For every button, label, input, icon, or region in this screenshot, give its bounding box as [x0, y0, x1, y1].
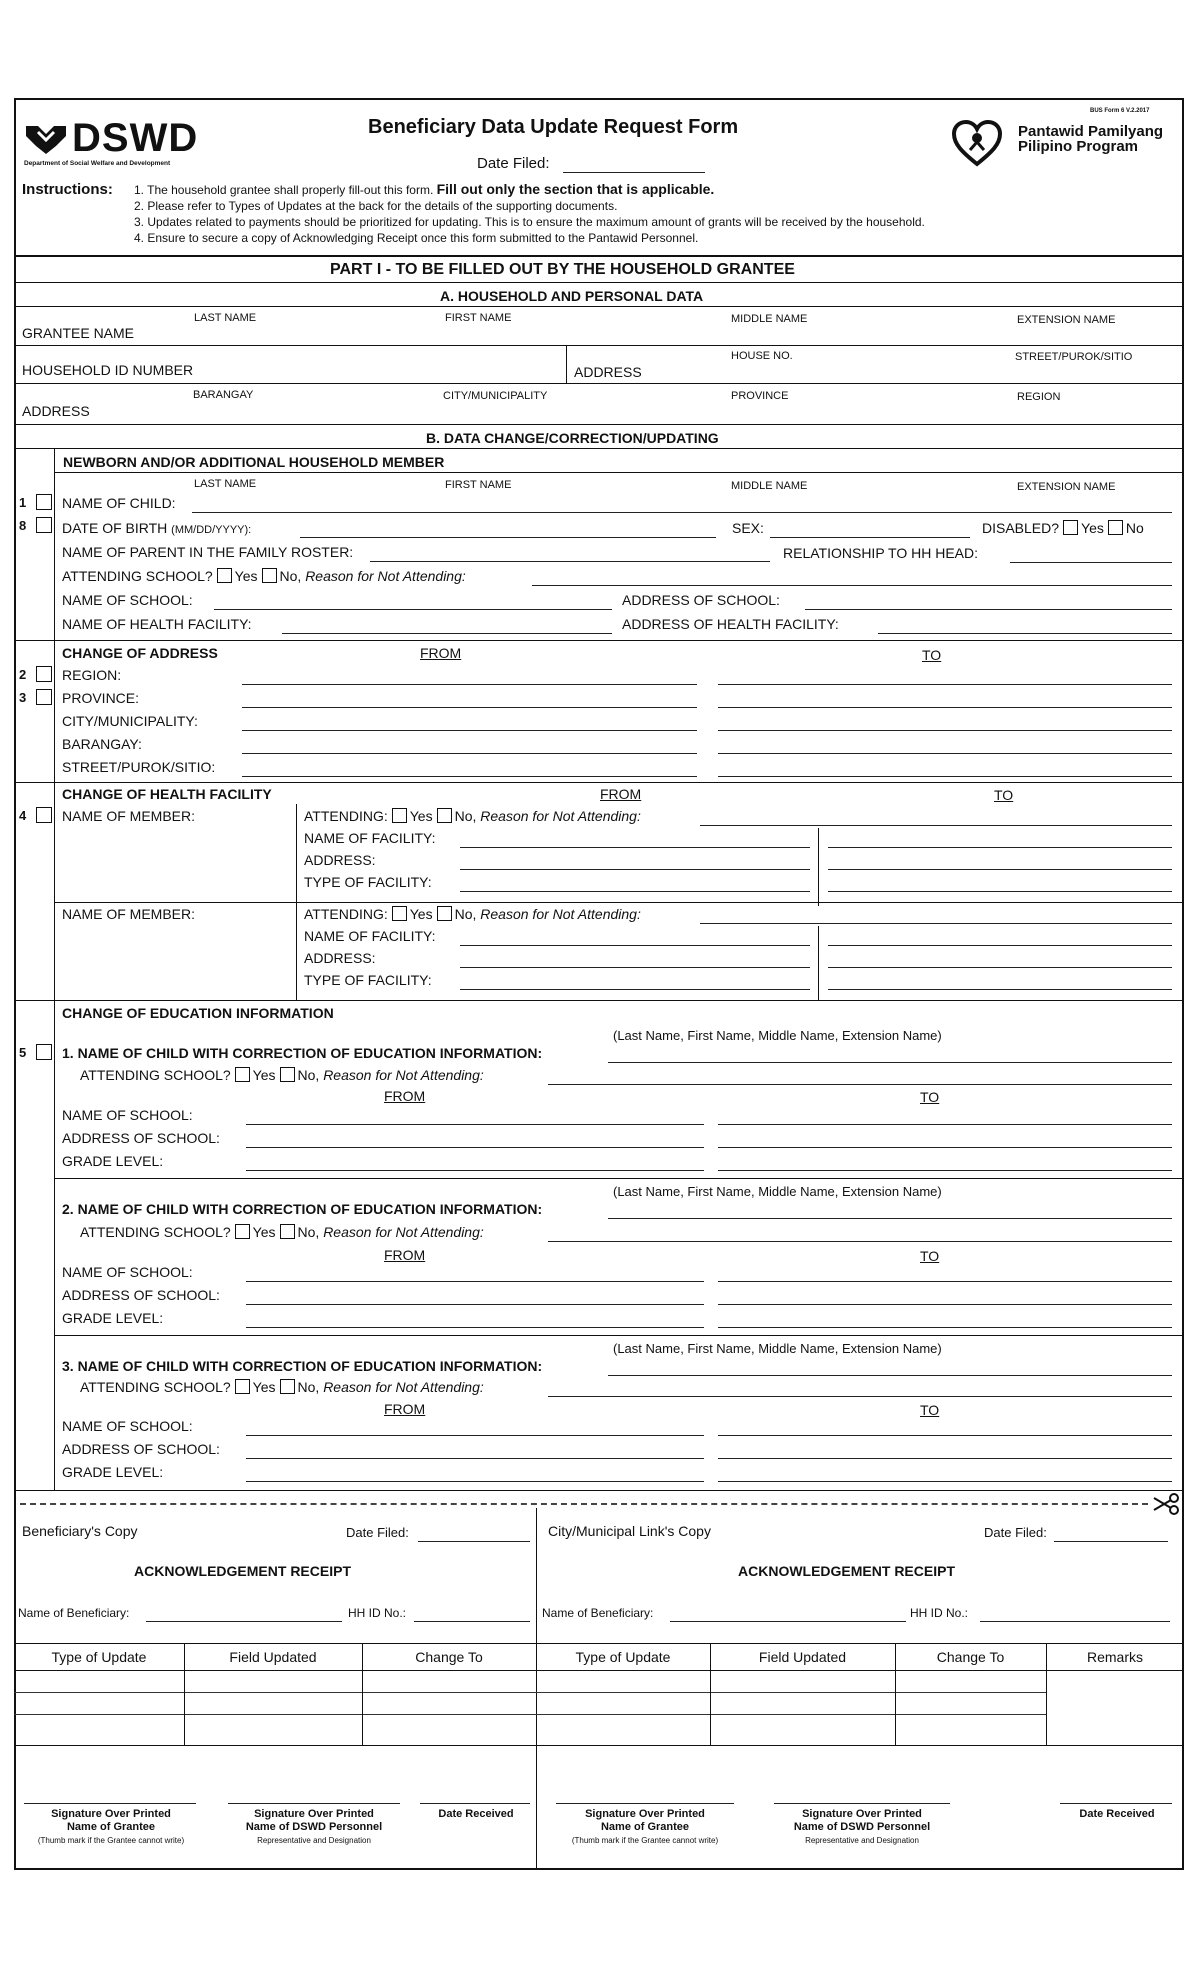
address-school-label: ADDRESS OF SCHOOL:	[622, 592, 780, 608]
child1-address-from[interactable]	[246, 1147, 704, 1148]
program-name-line1: Pantawid Pamilyang	[1018, 123, 1164, 140]
nb-first-name: FIRST NAME	[445, 479, 512, 491]
member1-label: NAME OF MEMBER:	[62, 808, 196, 824]
street-from-line[interactable]	[242, 776, 697, 777]
address-label-1[interactable]: ADDRESS	[574, 364, 642, 380]
child2-reason-label: Reason for Not Attending:	[323, 1224, 484, 1240]
left-sig-personnel	[214, 1808, 414, 1847]
logo-text: DSWD	[72, 116, 199, 160]
right-date-received: Date Received	[1079, 1808, 1155, 1820]
attending-no-label: No,	[279, 568, 306, 584]
region-from-line[interactable]	[242, 684, 697, 685]
divider	[14, 640, 1184, 641]
member1-address-to[interactable]	[828, 869, 1172, 870]
divider	[14, 1745, 1184, 1746]
child3-grade-to[interactable]	[718, 1481, 1172, 1482]
left-date-line[interactable]	[418, 1541, 530, 1542]
right-copy-label: City/Municipal Link's Copy	[548, 1523, 711, 1539]
child1-attending-group	[80, 1067, 484, 1083]
program-name-line2: Pilipino Program	[1018, 138, 1139, 155]
child3-address-label: ADDRESS OF SCHOOL:	[62, 1441, 220, 1457]
member1-attending-label: ATTENDING:	[304, 808, 388, 824]
name-school-line[interactable]	[214, 609, 612, 610]
province-field-label: PROVINCE:	[62, 690, 140, 706]
left-sig-grantee	[14, 1808, 208, 1847]
child3-reason-label: Reason for Not Attending:	[323, 1379, 484, 1395]
member1-type-from[interactable]	[460, 891, 810, 892]
member1-attending-group	[304, 808, 641, 824]
child1-yes-label: Yes	[252, 1067, 276, 1083]
attending-yes-checkbox[interactable]	[217, 568, 232, 583]
child2-school-from[interactable]	[246, 1281, 704, 1282]
barangay-field-label: BARANGAY:	[62, 736, 142, 752]
child2-address-label: ADDRESS OF SCHOOL:	[62, 1287, 220, 1303]
member2-type-from[interactable]	[460, 989, 810, 990]
divider	[14, 424, 1184, 425]
divider	[14, 1490, 1184, 1491]
right-date-received-line[interactable]	[1060, 1803, 1172, 1804]
divider	[14, 782, 1184, 783]
member1-address-label: ADDRESS:	[304, 852, 376, 868]
num-8: 8	[19, 518, 27, 533]
member1-facility-from[interactable]	[460, 847, 810, 848]
reason-label: Reason for Not Attending:	[305, 568, 466, 584]
street-field-label: STREET/PUROK/SITIO:	[62, 759, 216, 775]
child1-address-label: ADDRESS OF SCHOOL:	[62, 1130, 220, 1146]
form-title: Beneficiary Data Update Request Form	[368, 116, 739, 138]
child3-yes-label: Yes	[252, 1379, 276, 1395]
right-receipt-title: ACKNOWLEDGEMENT RECEIPT	[738, 1563, 955, 1579]
instruction-1-text: 1. The household grantee shall properly fill-out this form.	[134, 183, 437, 197]
member1-yes-checkbox[interactable]	[392, 808, 407, 823]
member2-attending-label: ATTENDING:	[304, 906, 388, 922]
member2-type-to[interactable]	[828, 989, 1172, 990]
left-receipt-title: ACKNOWLEDGEMENT RECEIPT	[134, 1563, 351, 1579]
relationship-label: RELATIONSHIP TO HH HEAD:	[783, 545, 979, 561]
address-change-title: CHANGE OF ADDRESS	[62, 645, 218, 661]
child2-address-to[interactable]	[718, 1304, 1172, 1305]
member1-reason-line[interactable]	[700, 825, 1172, 826]
right-sig-personnel-line[interactable]	[774, 1803, 950, 1804]
sex-line[interactable]	[770, 537, 970, 538]
divider	[14, 383, 1184, 384]
num-5: 5	[19, 1045, 27, 1060]
member2-label: NAME OF MEMBER:	[62, 906, 196, 922]
child1-reason-line[interactable]	[548, 1084, 1172, 1085]
child2-attending-label: ATTENDING SCHOOL?	[80, 1224, 231, 1240]
instructions-label: Instructions:	[22, 181, 113, 198]
child2-grade-from[interactable]	[246, 1327, 704, 1328]
member2-address-to[interactable]	[828, 967, 1172, 968]
child2-school-to[interactable]	[718, 1281, 1172, 1282]
table-row-line	[14, 1692, 1046, 1693]
member1-type-to[interactable]	[828, 891, 1172, 892]
city-field-label: CITY/MUNICIPALITY:	[62, 713, 198, 729]
right-sig-grantee-l1: Signature Over Printed	[585, 1808, 705, 1820]
right-col-type: Type of Update	[575, 1649, 671, 1665]
child2-address-from[interactable]	[246, 1304, 704, 1305]
member2-no-label: No,	[454, 906, 481, 922]
member2-yes-label: Yes	[409, 906, 433, 922]
street-to-line[interactable]	[718, 776, 1172, 777]
child1-hint: (Last Name, First Name, Middle Name, Extension Name)	[613, 1028, 942, 1043]
left-sig-personnel-l3: Representative and Designation	[257, 1836, 371, 1845]
reason-line[interactable]	[532, 585, 1172, 586]
form-code: BUS Form 6 V.2.2017	[1090, 108, 1150, 114]
barangay-to-line[interactable]	[718, 753, 1172, 754]
city-from-line[interactable]	[242, 730, 697, 731]
member2-attending-group	[304, 906, 641, 922]
newborn-checkbox-1[interactable]	[36, 494, 52, 510]
member2-facility-to[interactable]	[828, 945, 1172, 946]
left-sig-personnel-line[interactable]	[228, 1803, 400, 1804]
child2-label: 2. NAME OF CHILD WITH CORRECTION OF EDUCATION INFORMATION:	[62, 1201, 543, 1217]
part1-title: PART I - TO BE FILLED OUT BY THE HOUSEHOLD GRANTEE	[330, 261, 795, 278]
section-a-title: A. HOUSEHOLD AND PERSONAL DATA	[440, 288, 704, 304]
left-beneficiary-label: Name of Beneficiary:	[18, 1606, 130, 1620]
name-school-label: NAME OF SCHOOL:	[62, 592, 193, 608]
left-col-field: Field Updated	[229, 1649, 317, 1665]
region-to-line[interactable]	[718, 684, 1172, 685]
left-copy-label: Beneficiary's Copy	[22, 1523, 138, 1539]
region-field-label: REGION:	[62, 667, 122, 683]
divider	[54, 448, 55, 1490]
newborn-title: NEWBORN AND/OR ADDITIONAL HOUSEHOLD MEMBER	[63, 454, 445, 470]
child2-grade-label: GRADE LEVEL:	[62, 1310, 164, 1326]
instruction-3: 3. Updates related to payments should be prioritized for updating. This is to ensure the maximum amount of grants will be received by the household.	[134, 215, 925, 229]
member1-type-label: TYPE OF FACILITY:	[304, 874, 432, 890]
last-name-label: LAST NAME	[194, 312, 257, 324]
member1-facility-to[interactable]	[828, 847, 1172, 848]
child2-reason-line[interactable]	[548, 1241, 1172, 1242]
right-beneficiary-line[interactable]	[670, 1621, 906, 1622]
member2-address-from[interactable]	[460, 967, 810, 968]
child2-grade-to[interactable]	[718, 1327, 1172, 1328]
province-to-line[interactable]	[718, 707, 1172, 708]
member1-no-label: No,	[454, 808, 481, 824]
child2-from: FROM	[384, 1247, 426, 1263]
member1-reason-label: Reason for Not Attending:	[480, 808, 641, 824]
education-checkbox-5[interactable]	[36, 1044, 52, 1060]
address-to: TO	[922, 647, 942, 663]
right-sig-personnel	[762, 1808, 962, 1847]
left-col-change: Change To	[415, 1649, 483, 1665]
education-title: CHANGE OF EDUCATION INFORMATION	[62, 1005, 334, 1021]
city-label: CITY/MUNICIPALITY	[443, 390, 548, 402]
child1-attending-label: ATTENDING SCHOOL?	[80, 1067, 231, 1083]
child3-from: FROM	[384, 1401, 426, 1417]
relationship-line[interactable]	[1010, 562, 1172, 563]
child2-to: TO	[920, 1248, 940, 1264]
child1-school-label: NAME OF SCHOOL:	[62, 1107, 193, 1123]
disabled-no-label: No	[1125, 520, 1144, 536]
member2-facility-from[interactable]	[460, 945, 810, 946]
attending-group	[62, 568, 466, 584]
child3-address-from[interactable]	[246, 1458, 704, 1459]
disabled-group	[982, 520, 1144, 536]
divider	[14, 1000, 1184, 1001]
divider	[14, 448, 1184, 449]
right-sig-personnel-l1: Signature Over Printed	[802, 1808, 922, 1820]
instruction-4: 4. Ensure to secure a copy of Acknowledging Receipt once this form submitted to the Pantawid Personnel.	[134, 231, 699, 245]
household-id-label[interactable]: HOUSEHOLD ID NUMBER	[22, 362, 194, 378]
cut-line	[20, 1503, 1148, 1505]
num-1: 1	[19, 495, 27, 510]
child2-name-line[interactable]	[608, 1218, 1172, 1219]
name-health-line[interactable]	[282, 633, 612, 634]
child2-no-checkbox[interactable]	[280, 1224, 295, 1239]
right-sig-personnel-l2: Name of DSWD Personnel	[793, 1821, 931, 1833]
member1-facility-label: NAME OF FACILITY:	[304, 830, 436, 846]
member2-reason-label: Reason for Not Attending:	[480, 906, 641, 922]
left-date-filed: Date Filed:	[346, 1525, 409, 1540]
child3-yes-checkbox[interactable]	[235, 1379, 250, 1394]
extension-name-label: EXTENSION NAME	[1017, 314, 1116, 326]
num-2: 2	[19, 667, 27, 682]
dob-text: DATE OF BIRTH	[62, 520, 168, 536]
first-name-label: FIRST NAME	[445, 312, 512, 324]
disabled-no-checkbox[interactable]	[1108, 520, 1123, 535]
address-health-line[interactable]	[878, 633, 1172, 634]
left-sig-personnel-l2: Name of DSWD Personnel	[245, 1821, 383, 1833]
address-from: FROM	[420, 645, 462, 661]
child1-from: FROM	[384, 1088, 426, 1104]
child3-reason-line[interactable]	[548, 1396, 1172, 1397]
child1-no-label: No,	[297, 1067, 324, 1083]
child1-grade-label: GRADE LEVEL:	[62, 1153, 164, 1169]
right-sig-grantee-l3: (Thumb mark if the Grantee cannot write)	[571, 1836, 719, 1845]
province-label: PROVINCE	[731, 390, 789, 402]
child1-reason-label: Reason for Not Attending:	[323, 1067, 484, 1083]
disabled-yes-checkbox[interactable]	[1063, 520, 1078, 535]
divider	[14, 255, 1184, 257]
parent-line[interactable]	[370, 561, 770, 562]
left-hhid-label: HH ID No.:	[348, 1606, 407, 1620]
child3-address-to[interactable]	[718, 1458, 1172, 1459]
child2-yes-checkbox[interactable]	[235, 1224, 250, 1239]
child3-attending-group	[80, 1379, 484, 1395]
parent-label: NAME OF PARENT IN THE FAMILY ROSTER:	[62, 544, 354, 560]
divider	[14, 1643, 1184, 1644]
divider	[818, 828, 819, 906]
barangay-label: BARANGAY	[193, 389, 254, 401]
health-from: FROM	[600, 786, 642, 802]
right-col-remarks: Remarks	[1086, 1649, 1143, 1665]
member1-yes-label: Yes	[409, 808, 433, 824]
left-col-type: Type of Update	[51, 1649, 147, 1665]
divider	[54, 902, 1184, 903]
child3-school-label: NAME OF SCHOOL:	[62, 1418, 193, 1434]
member1-no-checkbox[interactable]	[437, 808, 452, 823]
child3-grade-label: GRADE LEVEL:	[62, 1464, 164, 1480]
disabled-yes-label: Yes	[1081, 520, 1104, 536]
right-hhid-line[interactable]	[980, 1621, 1170, 1622]
attending-yes-label: Yes	[234, 568, 258, 584]
nb-middle-name: MIDDLE NAME	[731, 480, 808, 492]
child1-no-checkbox[interactable]	[280, 1067, 295, 1082]
child3-no-checkbox[interactable]	[280, 1379, 295, 1394]
scissors-icon	[1152, 1492, 1180, 1516]
child3-to: TO	[920, 1402, 940, 1418]
child2-school-label: NAME OF SCHOOL:	[62, 1264, 193, 1280]
health-to: TO	[994, 787, 1014, 803]
child2-no-label: No,	[297, 1224, 324, 1240]
child3-attending-label: ATTENDING SCHOOL?	[80, 1379, 231, 1395]
child1-yes-checkbox[interactable]	[235, 1067, 250, 1082]
left-date-received-line[interactable]	[420, 1803, 530, 1804]
attending-no-checkbox[interactable]	[262, 568, 277, 583]
num-4: 4	[19, 808, 27, 823]
barangay-from-line[interactable]	[242, 753, 697, 754]
dob-line[interactable]	[300, 537, 716, 538]
address-health-label: ADDRESS OF HEALTH FACILITY:	[622, 616, 839, 632]
child3-label: 3. NAME OF CHILD WITH CORRECTION OF EDUCATION INFORMATION:	[62, 1358, 543, 1374]
divider	[818, 926, 819, 1000]
child1-school-to[interactable]	[718, 1124, 1172, 1125]
member2-address-label: ADDRESS:	[304, 950, 376, 966]
name-health-label: NAME OF HEALTH FACILITY:	[62, 616, 252, 632]
left-sig-grantee-l2: Name of Grantee	[66, 1821, 156, 1833]
child1-label: 1. NAME OF CHILD WITH CORRECTION OF EDUCATION INFORMATION:	[62, 1045, 543, 1061]
street-label: STREET/PUROK/SITIO	[1015, 351, 1133, 363]
left-sig-grantee-line[interactable]	[24, 1803, 196, 1804]
child1-name-line[interactable]	[608, 1062, 1172, 1063]
right-sig-grantee	[548, 1808, 742, 1847]
child3-school-from[interactable]	[246, 1435, 704, 1436]
name-of-child-line[interactable]	[192, 512, 1172, 513]
member2-yes-checkbox[interactable]	[392, 906, 407, 921]
right-date-line[interactable]	[1054, 1541, 1168, 1542]
member2-facility-label: NAME OF FACILITY:	[304, 928, 436, 944]
left-beneficiary-line[interactable]	[146, 1621, 342, 1622]
child3-name-line[interactable]	[608, 1375, 1172, 1376]
dob-label	[62, 520, 251, 536]
left-sig-grantee-l1: Signature Over Printed	[51, 1808, 171, 1820]
dob-format: (MM/DD/YYYY):	[171, 524, 252, 536]
divider	[54, 1335, 1184, 1336]
left-sig-personnel-l1: Signature Over Printed	[254, 1808, 374, 1820]
nb-last-name: LAST NAME	[194, 478, 257, 490]
right-col-field: Field Updated	[758, 1649, 847, 1665]
name-of-child-label: NAME OF CHILD:	[62, 495, 176, 511]
member2-no-checkbox[interactable]	[437, 906, 452, 921]
section-b-title: B. DATA CHANGE/CORRECTION/UPDATING	[426, 430, 719, 446]
date-filed-label: Date Filed:	[477, 155, 550, 172]
right-beneficiary-label: Name of Beneficiary:	[542, 1606, 654, 1620]
region-label: REGION	[1017, 391, 1061, 403]
right-col-change: Change To	[936, 1649, 1005, 1665]
house-no-label: HOUSE NO.	[731, 350, 793, 362]
child1-grade-from[interactable]	[246, 1170, 704, 1171]
divider	[54, 472, 1184, 473]
city-to-line[interactable]	[718, 730, 1172, 731]
province-from-line[interactable]	[242, 707, 697, 708]
health-checkbox-4[interactable]	[36, 807, 52, 823]
divider	[566, 345, 567, 383]
middle-name-label: MIDDLE NAME	[731, 313, 808, 325]
disabled-label: DISABLED?	[982, 520, 1060, 536]
sex-label: SEX:	[732, 520, 764, 536]
attending-label: ATTENDING SCHOOL?	[62, 568, 213, 584]
nb-extension-name: EXTENSION NAME	[1017, 481, 1116, 493]
child2-attending-group	[80, 1224, 484, 1240]
child3-grade-from[interactable]	[246, 1481, 704, 1482]
newborn-checkbox-8[interactable]	[36, 517, 52, 533]
left-date-received: Date Received	[438, 1808, 514, 1820]
right-hhid-label: HH ID No.:	[910, 1606, 969, 1620]
num-3: 3	[19, 690, 27, 705]
child3-school-to[interactable]	[718, 1435, 1172, 1436]
child2-hint: (Last Name, First Name, Middle Name, Extension Name)	[613, 1184, 942, 1199]
child1-school-from[interactable]	[246, 1124, 704, 1125]
instruction-1-bold: Fill out only the section that is applicable.	[436, 181, 715, 197]
member1-address-from[interactable]	[460, 869, 810, 870]
child3-no-label: No,	[297, 1379, 324, 1395]
divider	[14, 282, 1184, 283]
divider	[14, 1670, 1184, 1671]
address-label-2[interactable]: ADDRESS	[22, 403, 90, 419]
divider	[14, 345, 1184, 346]
right-sig-grantee-l2: Name of Grantee	[600, 1821, 690, 1833]
address-checkbox-3[interactable]	[36, 689, 52, 705]
health-change-title: CHANGE OF HEALTH FACILITY	[62, 786, 272, 802]
table-row-line	[14, 1714, 1046, 1715]
member2-reason-line[interactable]	[700, 923, 1172, 924]
child1-grade-to[interactable]	[718, 1170, 1172, 1171]
child1-address-to[interactable]	[718, 1147, 1172, 1148]
grantee-name-label[interactable]: GRANTEE NAME	[22, 325, 135, 341]
logo-subtitle: Department of Social Welfare and Development	[24, 160, 171, 167]
address-school-line[interactable]	[805, 609, 1172, 610]
instruction-2: 2. Please refer to Types of Updates at the back for the details of the supporting documents.	[134, 199, 618, 213]
right-sig-personnel-l3: Representative and Designation	[805, 1836, 919, 1845]
child1-to: TO	[920, 1089, 940, 1105]
address-checkbox-2[interactable]	[36, 666, 52, 682]
child2-yes-label: Yes	[252, 1224, 276, 1240]
child3-hint: (Last Name, First Name, Middle Name, Extension Name)	[613, 1341, 942, 1356]
divider	[54, 1178, 1184, 1179]
divider	[14, 306, 1184, 307]
divider	[536, 1508, 537, 1870]
right-sig-grantee-line[interactable]	[556, 1803, 734, 1804]
left-sig-grantee-l3: (Thumb mark if the Grantee cannot write)	[37, 1836, 185, 1845]
right-date-filed: Date Filed:	[984, 1525, 1047, 1540]
member2-type-label: TYPE OF FACILITY:	[304, 972, 432, 988]
left-hhid-line[interactable]	[414, 1621, 530, 1622]
